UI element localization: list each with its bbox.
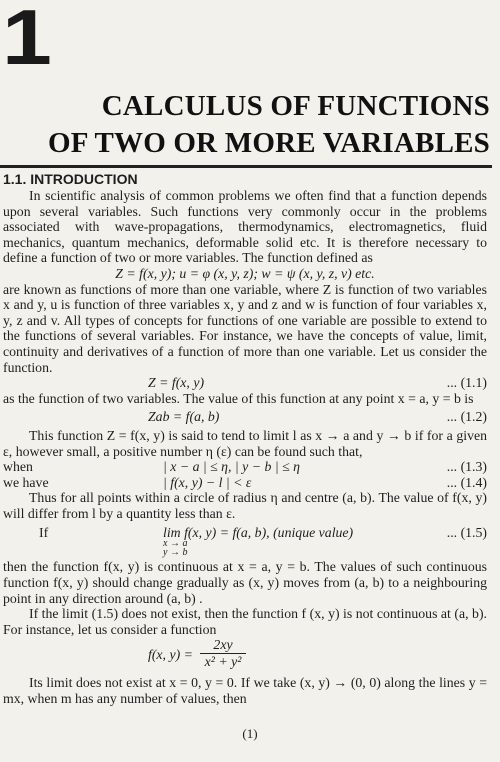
equation-1-5-number: ... (1.5): [446, 525, 487, 541]
paragraph-8: Its limit does not exist at x = 0, y = 0. If we take (x, y) → (0, 0) along the lines y = mx, when m has any number of values, then: [3, 675, 487, 707]
equation-1-5-expression: lim f(x, y) = f(a, b), (unique value): [163, 525, 354, 541]
equation-1-1: [3, 375, 487, 391]
equation-1-5-subscript-y: y → b: [163, 547, 188, 559]
we-have-label: we have: [3, 474, 49, 490]
equation-1-1-number: ... (1.1): [446, 375, 487, 391]
paragraph-1: In scientific analysis of common problems we often find that a function depends upon several variables. Such functions very commonly occur in the problems associated with wave-propagations, thermodynamics, electromagnetics, fluid mechanics, quantum mechanics, deformable solid etc. It is therefore necessary to define a function of two or more variables. The function defined as: [3, 188, 487, 266]
equation-1-3-number: ... (1.3): [446, 459, 487, 475]
equation-1-2-expression: Zab = f(a, b): [148, 409, 220, 425]
equation-1-2-number: ... (1.2): [446, 409, 487, 425]
section-heading: 1.1. INTRODUCTION: [3, 171, 138, 187]
paragraph-5: Thus for all points within a circle of radius η and centre (a, b). The value of f(x, y) will differ from l by a quantity less than ε.: [3, 490, 487, 521]
page-number: (1): [242, 726, 258, 741]
paragraph-3: as the function of two variables. The value of this function at any point x = a, y = b is: [3, 390, 474, 406]
equation-1-2: [3, 409, 487, 425]
equation-1-4-expression: | f(x, y) − l | < ε: [163, 474, 252, 490]
equation-1-1-expression: Z = f(x, y): [148, 375, 205, 391]
fraction: [200, 637, 246, 669]
paragraph-7: If the limit (1.5) does not exist, then the function f (x, y) is not continuous at (a, b). For instance, let us consider a function: [3, 606, 487, 637]
chapter-title-line-1: CALCULUS OF FUNCTIONS: [101, 90, 490, 122]
fraction-denominator: x² + y²: [204, 654, 242, 670]
equation-example-fraction: [3, 637, 487, 675]
fraction-numerator: 2xy: [200, 637, 246, 654]
equation-1-3-expression: | x − a | ≤ η, | y − b | ≤ η: [163, 459, 300, 475]
when-label: when: [3, 459, 33, 475]
paragraph-6: then the function f(x, y) is continuous at x = a, y = b. The values of such continuous function f(x, y) should change gradually as (x, y) moves from (a, b) to a neighbouring point in any direction around (a, b) .: [3, 559, 487, 606]
body-text: [3, 188, 487, 707]
if-label: If: [39, 525, 49, 541]
equation-1-4-number: ... (1.4): [446, 474, 487, 490]
fraction-lhs: f(x, y) =: [148, 647, 193, 663]
paragraph-2: are known as functions of more than one variable, where Z is function of two variables x and y, u is function of three variables x, y and z and w is function of four variables x, y, z and v. All types of concepts for functions of one variable are possible to extend to the functions of several variables. For instance, we have the concepts of value, limit, continuity and derivatives of a function of more than one variable. Let us consider the function.: [3, 281, 487, 375]
equation-1-5-subscript-x: x → a: [163, 538, 188, 550]
chapter-title-line-2: OF TWO OR MORE VARIABLES: [47, 127, 490, 159]
chapter-title: [48, 88, 490, 162]
equation-1-4: [3, 475, 487, 491]
paragraph-4: This function Z = f(x, y) is said to tend to limit l as x → a and y → b if for a given ε, however small, a positive number η (ε) can be found such that,: [3, 427, 487, 459]
title-rule: [0, 165, 492, 168]
equation-1-5: [3, 521, 487, 559]
equation-1-3: [3, 459, 487, 475]
chapter-number: 1: [2, 0, 52, 81]
equation-definitions: Z = f(x, y); u = φ (x, y, z); w = ψ (x, y, z, v) etc.: [115, 265, 375, 281]
